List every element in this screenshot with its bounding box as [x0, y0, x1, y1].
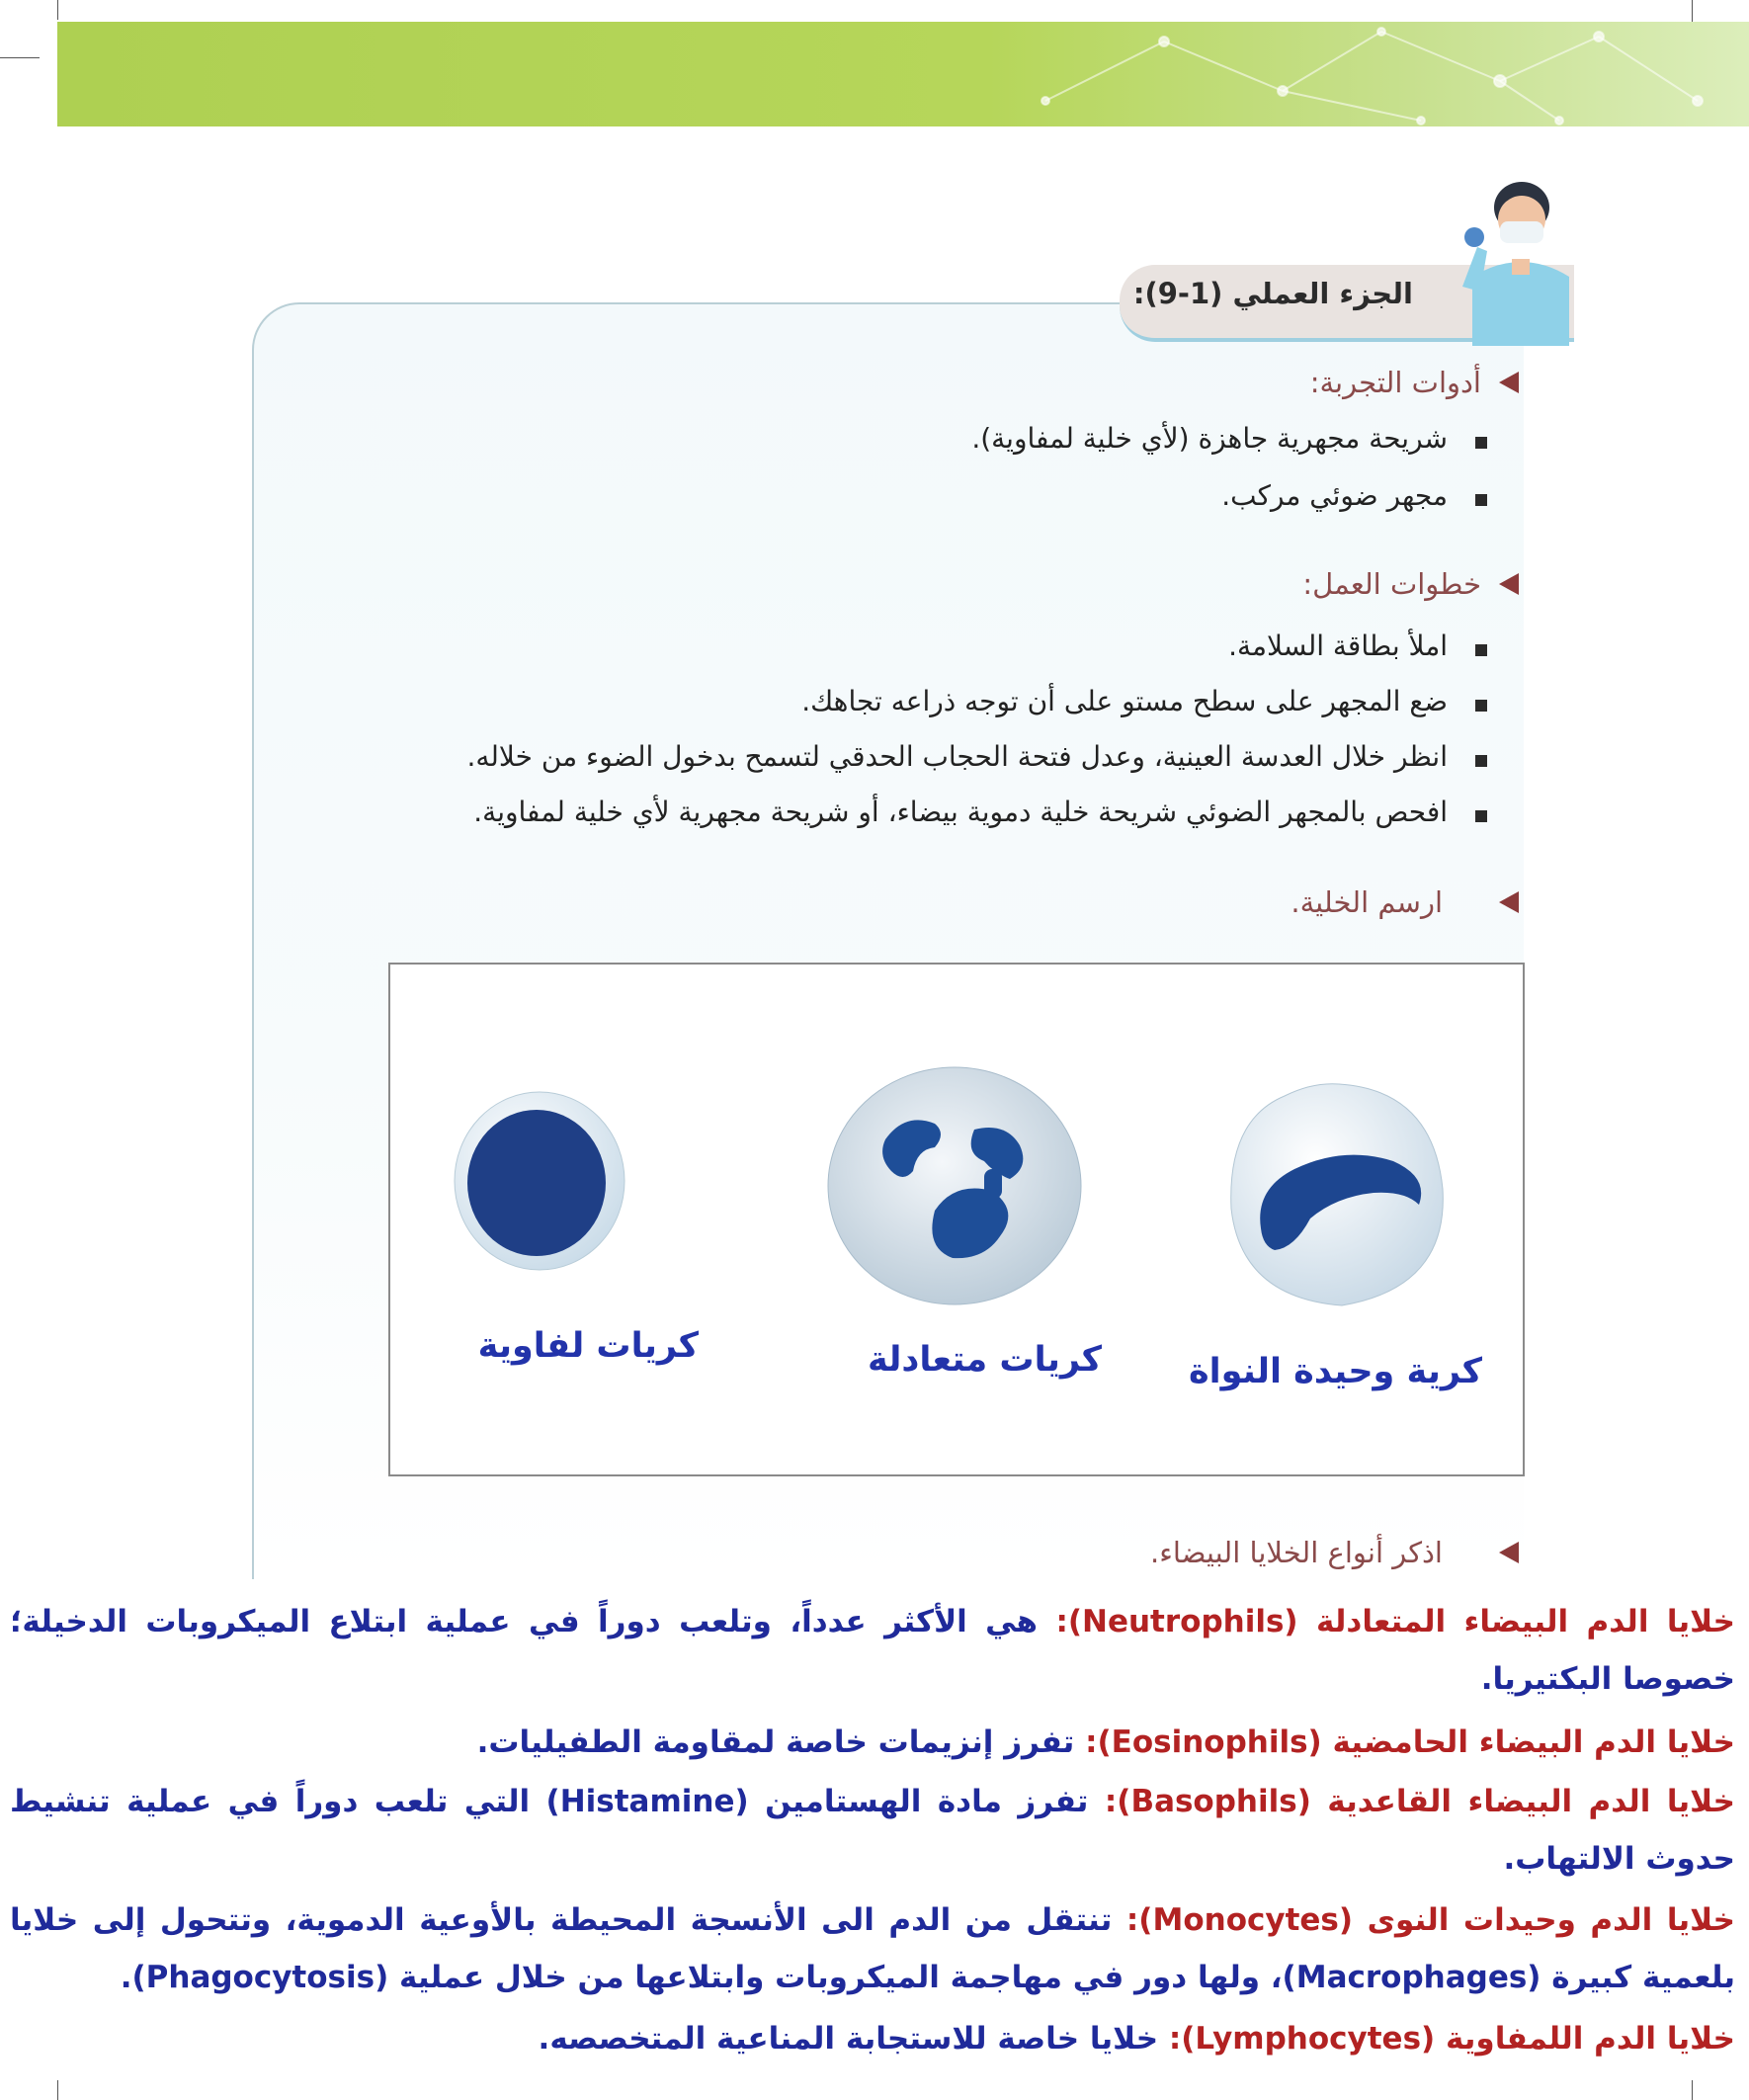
- types-prompt: اذكر أنواع الخلايا البيضاء.: [1150, 1536, 1443, 1569]
- list-item: افحص بالمجهر الضوئي شريحة خلية دموية بيضاء، أو شريحة مجهرية لأي خلية لمفاوية.: [473, 796, 1448, 828]
- steps-heading: خطوات العمل:: [1302, 567, 1481, 601]
- list-item: شريحة مجهرية جاهزة (لأي خلية لمفاوية).: [971, 422, 1448, 455]
- doctor-illustration-icon: [1453, 168, 1571, 346]
- types-arrow-icon: [1499, 1542, 1519, 1563]
- answer-text: تفرز إنزيمات خاصة لمقاومة الطفيليات.: [476, 1724, 1086, 1760]
- network-decoration-icon: [57, 22, 1749, 126]
- bullet-icon: [1475, 494, 1487, 506]
- bullet-icon: [1475, 437, 1487, 449]
- cell-label-neutrophil: كريات متعادلة: [868, 1340, 1102, 1380]
- practical-title: الجزء العملي (1-9):: [1132, 277, 1413, 310]
- answer-text: خلايا خاصة للاستجابة المناعية المتخصصه.: [538, 2021, 1169, 2057]
- bullet-icon: [1475, 700, 1487, 712]
- answer-text: تفرز مادة الهستامين (Histamine) التي تلعب دوراً في عملية تنشيط حدوث الالتهاب.: [10, 1784, 1735, 1877]
- draw-arrow-icon: [1499, 891, 1519, 913]
- tools-heading: أدوات التجربة:: [1309, 366, 1481, 399]
- crop-mark: [0, 57, 40, 58]
- crop-mark: [57, 0, 58, 20]
- list-item: ضع المجهر على سطح مستو على أن توجه ذراعه تجاهك.: [801, 685, 1448, 717]
- answer-monocytes: [10, 1891, 1735, 2006]
- answer-term: خلايا الدم البيضاء القاعدية (Basophils):: [1104, 1784, 1735, 1819]
- bullet-icon: [1475, 810, 1487, 822]
- monocyte-cell-icon: [1225, 1080, 1453, 1309]
- list-item: املأ بطاقة السلامة.: [1228, 630, 1448, 662]
- list-item: مجهر ضوئي مركب.: [1221, 479, 1448, 512]
- crop-mark: [1692, 0, 1693, 22]
- answer-term: خلايا الدم اللمفاوية (Lymphocytes):: [1168, 2021, 1735, 2057]
- answer-neutrophils: [10, 1593, 1735, 1708]
- lymphocyte-cell-icon: [453, 1087, 630, 1275]
- answer-term: خلايا الدم البيضاء المتعادلة (Neutrophils):: [1055, 1604, 1735, 1639]
- answer-term: خلايا الدم البيضاء الحامضية (Eosinophils):: [1085, 1724, 1735, 1760]
- bullet-icon: [1475, 755, 1487, 767]
- answer-eosinophils: [10, 1714, 1735, 1771]
- bullet-icon: [1475, 644, 1487, 656]
- steps-arrow-icon: [1499, 573, 1519, 595]
- answer-text: هي الأكثر عدداً، وتلعب دوراً في عملية ابتلاع الميكروبات الدخيلة؛ خصوصا البكتيريا.: [10, 1604, 1735, 1697]
- answer-text: تنتقل من الدم الى الأنسجة المحيطة بالأوعية الدموية، وتتحول إلى خلايا بلعمية كبيرة (Macrophages)، ولها دور في مهاجمة الميكروبات وابتلاعها من خلال عملية (Phagocytosis).: [10, 1902, 1735, 1995]
- tools-arrow-icon: [1499, 372, 1519, 393]
- answer-term: خلايا الدم وحيدات النوى (Monocytes):: [1125, 1902, 1735, 1938]
- list-item: انظر خلال العدسة العينية، وعدل فتحة الحجاب الحدقي لتسمح بدخول الضوء من خلاله.: [466, 740, 1448, 773]
- crop-mark: [1692, 2080, 1693, 2100]
- answer-lymphocytes: [10, 2010, 1735, 2067]
- cell-label-monocyte: كرية وحيدة النواة: [1188, 1352, 1482, 1391]
- cell-label-lymphocyte: كريات لفاوية: [477, 1326, 699, 1366]
- header-banner: [57, 22, 1749, 126]
- answer-basophils: [10, 1773, 1735, 1888]
- draw-prompt: ارسم الخلية.: [1291, 885, 1443, 919]
- neutrophil-cell-icon: [826, 1062, 1083, 1309]
- crop-mark: [57, 2080, 58, 2100]
